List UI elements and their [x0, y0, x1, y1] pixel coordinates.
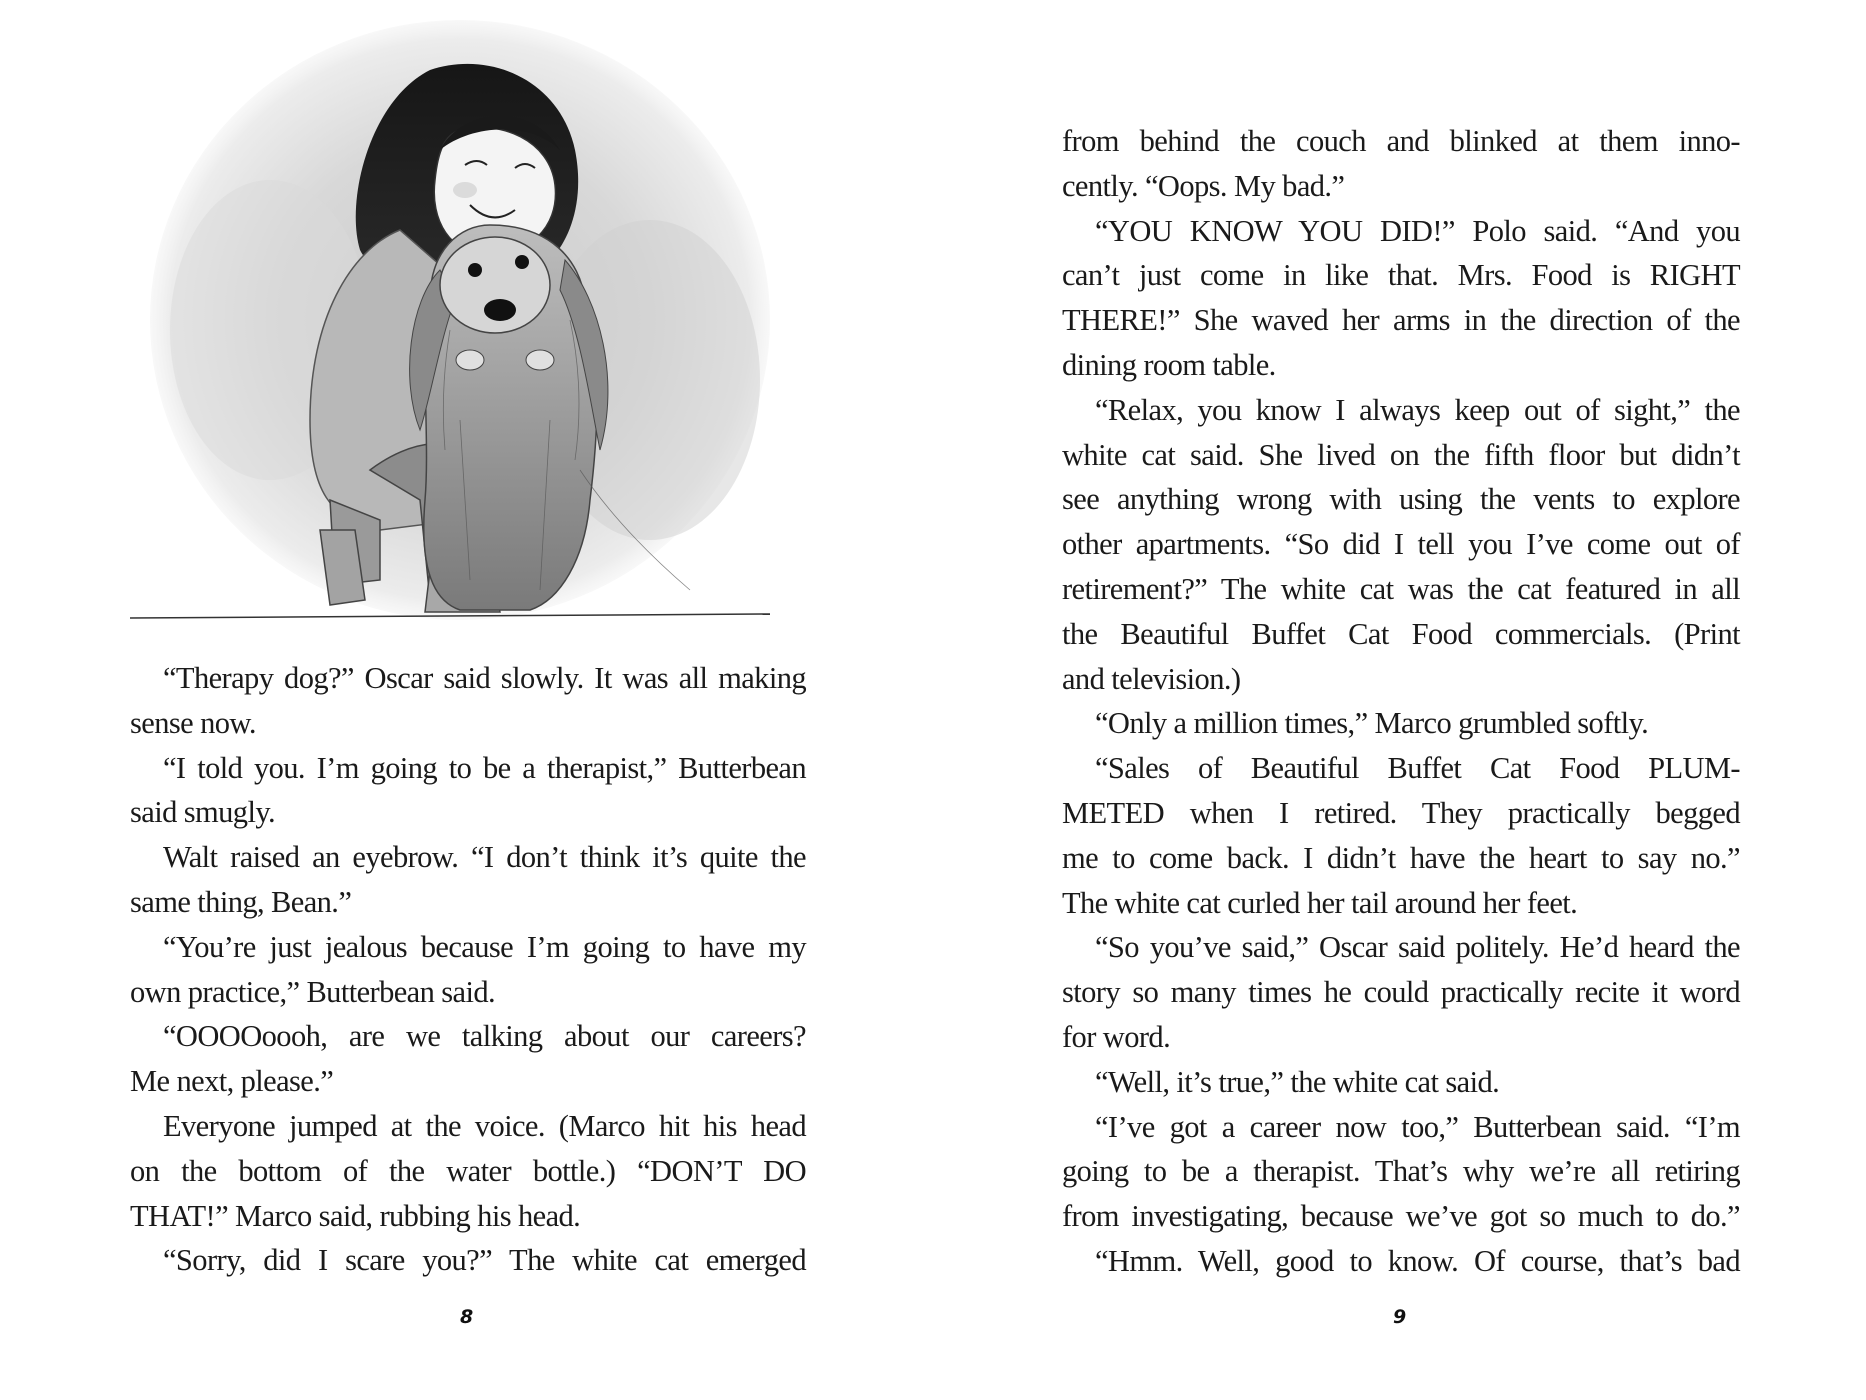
text-line: “I told you. I’m going to be a therapist,” Butterbean [163, 750, 806, 785]
text-line: “Sorry, did I scare you?” The white cat emerged [163, 1243, 806, 1278]
text-line: own practice,” Butterbean said. [130, 974, 496, 1009]
page-number: 8 [460, 1306, 474, 1328]
right-page-text [1062, 119, 1740, 1284]
left-page-text [130, 656, 806, 1283]
text-line: going to be a therapist. That’s why we’re all retiring [1062, 1154, 1740, 1189]
text-line: THAT!” Marco said, rubbing his head. [130, 1198, 581, 1233]
text-line: story so many times he could practically recite it word [1062, 975, 1740, 1010]
text-line: “Sales of Beautiful Buffet Cat Food PLUM- [1095, 751, 1740, 786]
text-line: “I’ve got a career now too,” Butterbean said. “I’m [1095, 1109, 1740, 1144]
text-line: see anything wrong with using the vents to explore [1062, 482, 1740, 517]
text-line: me to come back. I didn’t have the heart to say no.” [1062, 840, 1740, 875]
text-line: white cat said. She lived on the fifth floor but didn’t [1062, 437, 1740, 472]
text-line: “OOOOoooh, are we talking about our careers? [163, 1019, 806, 1054]
text-line: “You’re just jealous because I’m going to have my [163, 929, 806, 964]
text-line: METED when I retired. They practically begged [1062, 795, 1740, 830]
text-line: “Therapy dog?” Oscar said slowly. It was all making [163, 661, 806, 695]
text-line: other apartments. “So did I tell you I’ve come out of [1062, 527, 1740, 562]
text-line: “Hmm. Well, good to know. Of course, that’s bad [1095, 1243, 1740, 1278]
text-line: on the bottom of the water bottle.) “DON’T DO [130, 1153, 806, 1188]
text-line: cently. “Oops. My bad.” [1062, 168, 1345, 203]
text-line: said smugly. [130, 795, 276, 830]
page-number: 9 [1393, 1306, 1407, 1328]
text-line: dining room table. [1062, 347, 1276, 382]
text-line: sense now. [130, 705, 256, 740]
text-line: same thing, Bean.” [130, 884, 352, 919]
text-line: for word. [1062, 1019, 1171, 1054]
text-line: Everyone jumped at the voice. (Marco hit his head [163, 1108, 806, 1143]
text-line: “Only a million times,” Marco grumbled softly. [1095, 706, 1649, 741]
text-line: from behind the couch and blinked at them inno- [1062, 124, 1740, 158]
text-line: “So you’ve said,” Oscar said politely. He’d heard the [1095, 930, 1740, 965]
text-line: Me next, please.” [130, 1064, 334, 1099]
text-line: the Beautiful Buffet Cat Food commercials. (Print [1062, 616, 1740, 651]
text-line: Walt raised an eyebrow. “I don’t think it’s quite the [163, 840, 806, 875]
text-line: “Relax, you know I always keep out of sight,” the [1095, 392, 1740, 427]
text-line: “YOU KNOW YOU DID!” Polo said. “And you [1095, 213, 1740, 248]
text-line: The white cat curled her tail around her feet. [1062, 885, 1578, 920]
text-line: retirement?” The white cat was the cat featured in all [1062, 571, 1740, 606]
girl-hugging-dog-illustration [130, 0, 770, 640]
text-line: and television.) [1062, 661, 1241, 696]
text-line: from investigating, because we’ve got so much to do.” [1062, 1199, 1740, 1234]
text-line: “Well, it’s true,” the white cat said. [1095, 1064, 1500, 1099]
text-line: can’t just come in like that. Mrs. Food is RIGHT [1062, 258, 1740, 293]
text-line: THERE!” She waved her arms in the direction of the [1062, 303, 1740, 338]
right-page [933, 0, 1866, 1400]
